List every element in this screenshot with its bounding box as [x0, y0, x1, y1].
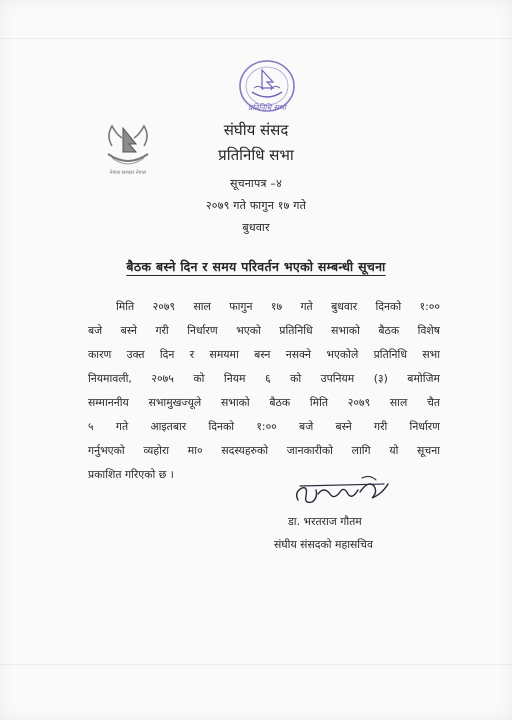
- org-name-federal-parliament: संघीय संसद: [223, 121, 289, 139]
- body-line: सम्माननीय सभामुखज्यूले सभाको बैठक मिति २०७९ साल चैत: [88, 396, 440, 409]
- body-line: ५ गते आइतबार दिनको १:०० बजे बस्ने गरी निर्धारण: [88, 420, 440, 433]
- notice-weekday: बुधवार: [242, 221, 270, 234]
- notice-subject: बैठक बस्ने दिन र समय परिवर्तन भएको सम्बन्धी सूचना: [126, 259, 386, 274]
- handwritten-signature: [288, 472, 398, 512]
- seal-text: प्रतिनिधि सभा: [248, 103, 286, 112]
- body-line: बजे बस्ने गरी निर्धारण भएको प्रतिनिधि सभाको बैठक विशेष: [88, 324, 440, 337]
- paper-fold: [0, 664, 512, 665]
- body-line: कारण उक्त दिन र समयमा बस्न नसक्ने भएकोले प्रतिनिधि सभा: [88, 348, 440, 361]
- signatory-name: डा. भरतराज गौतम: [288, 515, 362, 528]
- org-name-house-of-representatives: प्रतिनिधि सभा: [218, 146, 294, 164]
- paper-fold: [0, 38, 512, 39]
- body-line: प्रकाशित गरिएको छ ।: [88, 468, 174, 481]
- body-line: मिति २०७९ साल फागुन १७ गते बुधवार दिनको १:००: [116, 300, 440, 313]
- emblem-text: नेपाल सरकार नेपाल: [109, 170, 147, 176]
- body-line: गर्नुभएको व्यहोरा मा० सदस्यहरुको जानकारीको लागि यो सूचना: [88, 444, 440, 457]
- parliament-seal-stamp: [236, 58, 298, 116]
- notice-date: २०७९ गते फागुन १७ गते: [205, 199, 307, 212]
- notice-number: सूचनापत्र –४: [229, 177, 282, 190]
- signatory-title: संघीय संसदको महासचिव: [274, 538, 373, 551]
- body-line: नियमावली, २०७५ को नियम ६ को उपनियम (३) बमोजिम: [88, 372, 440, 385]
